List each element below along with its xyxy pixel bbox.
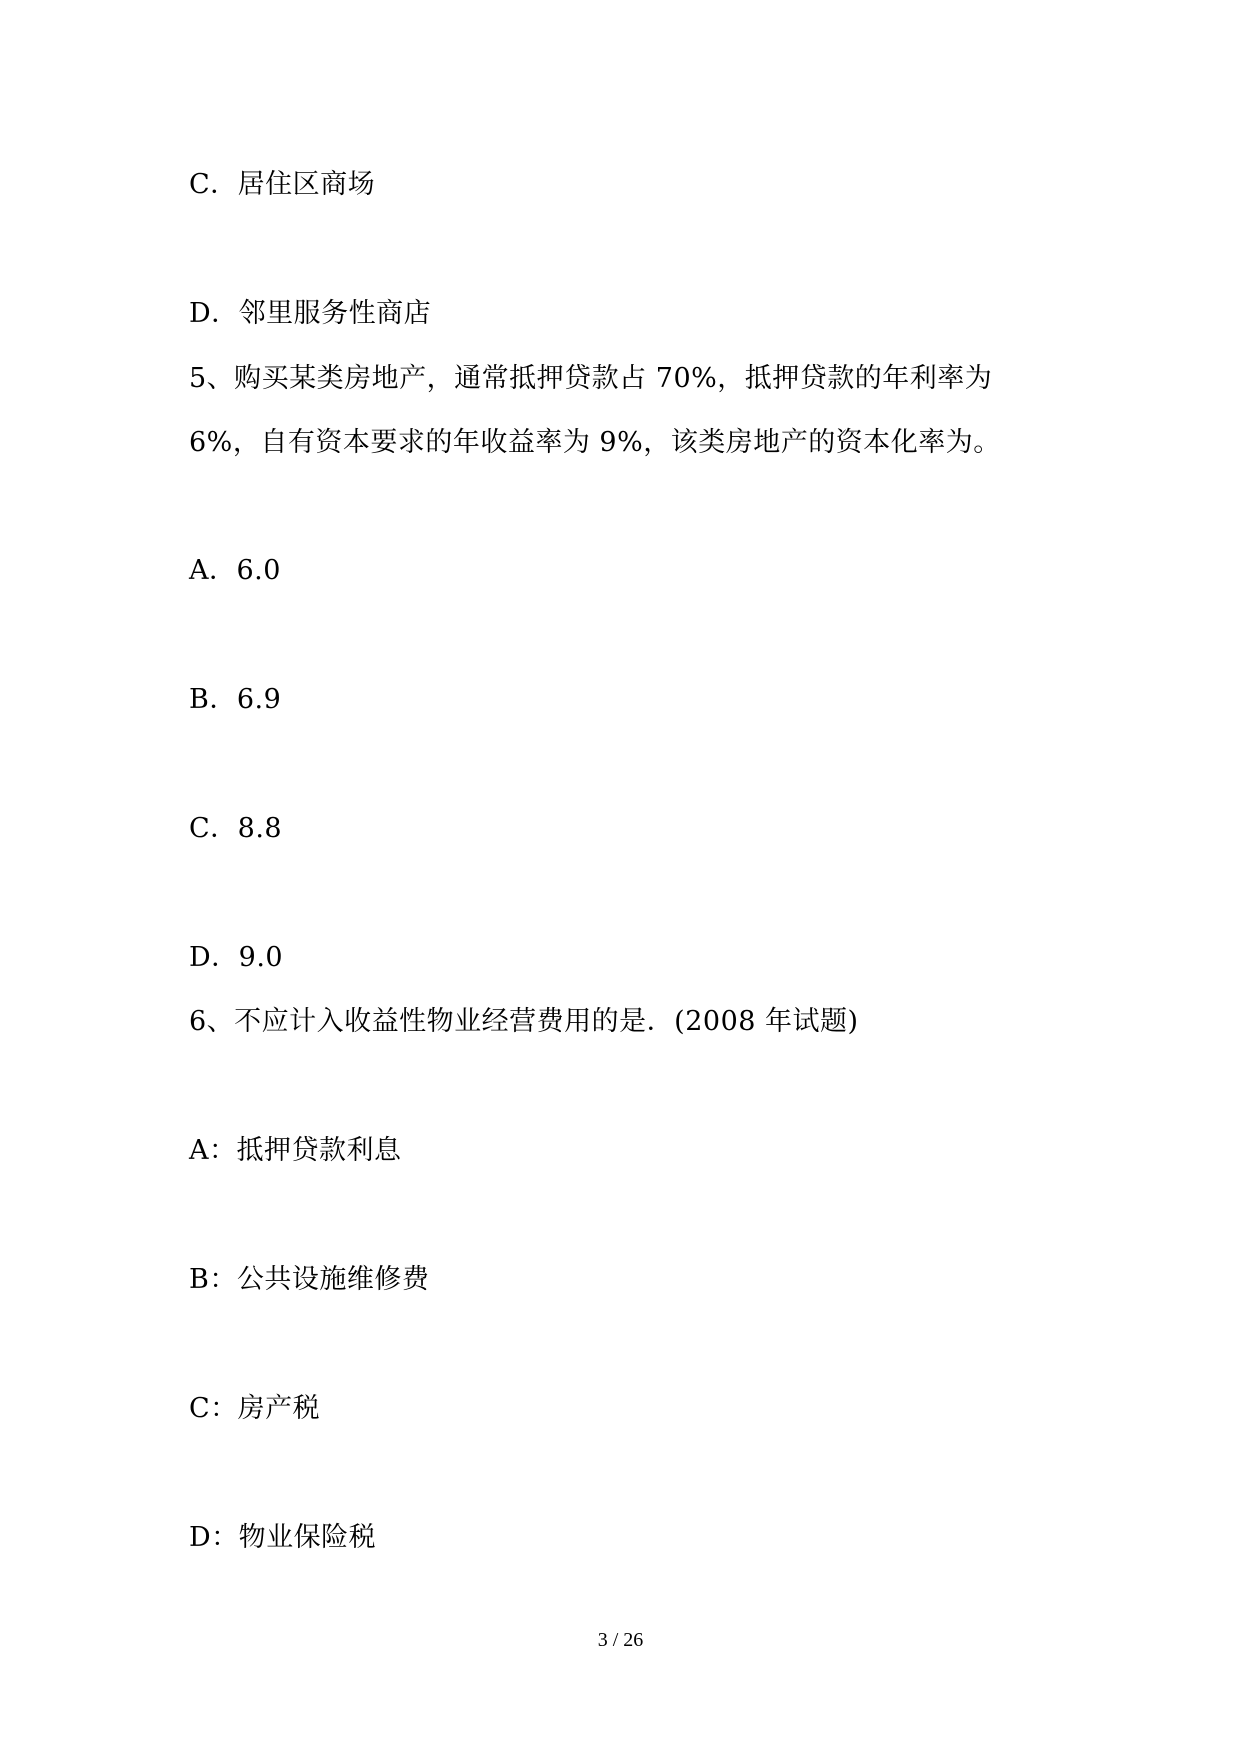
q6-option-d: D：物业保险税 [189, 1522, 377, 1553]
q4-option-d: D．邻里服务性商店 [189, 298, 432, 329]
q5-option-b: B．6.9 [189, 684, 282, 715]
q6-stem: 6、不应计入收益性物业经营费用的是．(2008 年试题) [189, 1006, 859, 1037]
q5-option-d: D．9.0 [189, 942, 284, 973]
q6-option-a: A：抵押贷款利息 [189, 1135, 402, 1166]
q5-stem-line-2: 6%，自有资本要求的年收益率为 9%，该类房地产的资本化率为。 [189, 427, 1001, 458]
q6-option-c: C：房产税 [189, 1393, 321, 1424]
page-number: 3 / 26 [597, 1629, 644, 1651]
q4-option-c: C．居住区商场 [189, 169, 376, 200]
q5-stem-line-1: 5、购买某类房地产，通常抵押贷款占 70%，抵押贷款的年利率为 [189, 363, 993, 394]
q6-option-b: B：公共设施维修费 [189, 1264, 430, 1295]
q5-option-c: C．8.8 [189, 813, 283, 844]
q5-option-a: A．6.0 [189, 555, 281, 586]
